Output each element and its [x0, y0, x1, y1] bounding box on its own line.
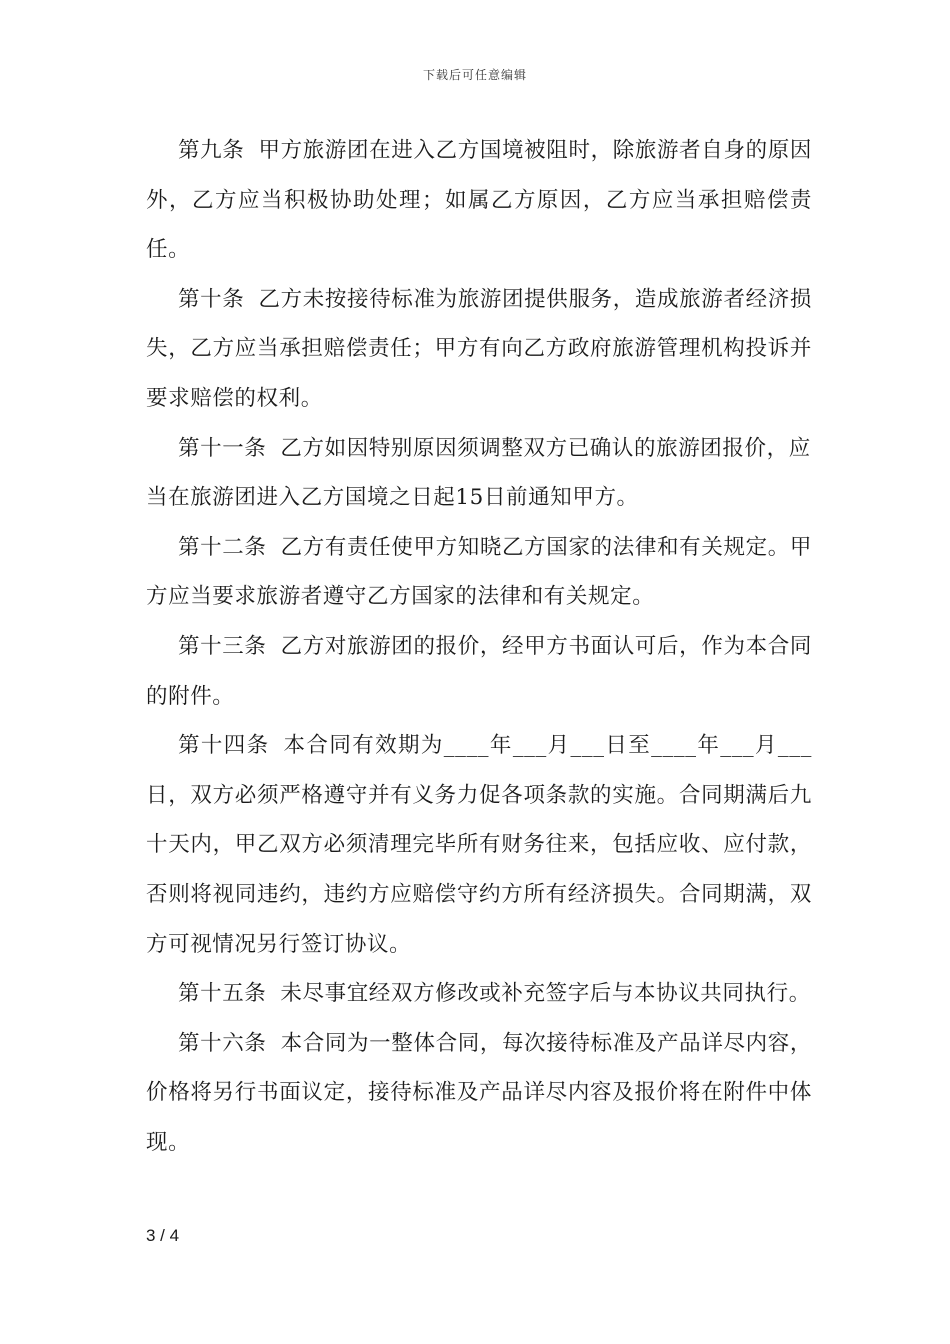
- article-text: 乙方有责任使甲方知晓乙方国家的法律和有关规定。甲方应当要求旅游者遵守乙方国家的法律和有关规定。: [146, 534, 812, 610]
- page-indicator: 3 / 4: [146, 1226, 180, 1245]
- document-body: [146, 126, 812, 1167]
- article-number: 第九条: [178, 138, 245, 163]
- article-text: 本合同为一整体合同，每次接待标准及产品详尽内容，价格将另行书面议定，接待标准及产品详尽内容及报价将在附件中体现。: [146, 1030, 812, 1155]
- article-text: 当在旅游团进入乙方国境之日起15日前通知甲方。: [146, 485, 639, 511]
- article-text: 本合同有效期为____年___月___日至____年___月___日，双方必须严格遵守并有义务力促各项条款的实施。合同期满后九十天内，甲乙双方必须清理完毕所有财务往来，包括应收、应付款，否则将视同违约，违约方应赔偿守约方所有经济损失。合同期满，双方可视情况另行签订协议。: [146, 733, 812, 957]
- article-11: [146, 424, 812, 474]
- article-16: [146, 1019, 812, 1168]
- article-text: 乙方未按接待标准为旅游团提供服务，造成旅游者经济损失，乙方应当承担赔偿责任；甲方有向乙方政府旅游管理机构投诉并要求赔偿的权利。: [146, 286, 812, 411]
- article-number: 第十四条: [178, 733, 270, 759]
- article-14: [146, 721, 812, 969]
- article-text: 未尽事宜经双方修改或补充签字后与本协议共同执行。: [280, 981, 811, 1007]
- article-number: 第十三条: [178, 633, 267, 659]
- article-10: [146, 275, 812, 424]
- page-header: 下载后可任意编辑: [422, 68, 527, 82]
- article-13: [146, 622, 812, 721]
- article-text: 乙方对旅游团的报价，经甲方书面认可后，作为本合同的附件。: [146, 633, 812, 709]
- article-15: [146, 969, 812, 1019]
- article-12: [146, 523, 812, 622]
- article-text: 乙方如因特别原因须调整双方已确认的旅游团报价，应: [280, 435, 811, 461]
- article-number: 第十六条: [178, 1030, 267, 1056]
- article-number: 第十二条: [178, 534, 267, 560]
- article-text: 甲方旅游团在进入乙方国境被阻时，除旅游者自身的原因外，乙方应当积极协助处理；如属乙方原因，乙方应当承担赔偿责任。: [146, 138, 812, 263]
- article-number: 第十一条: [178, 435, 267, 461]
- article-number: 第十条: [178, 286, 245, 312]
- article-9: [146, 126, 812, 275]
- article-11-continued: [146, 473, 812, 523]
- article-number: 第十五条: [178, 981, 267, 1007]
